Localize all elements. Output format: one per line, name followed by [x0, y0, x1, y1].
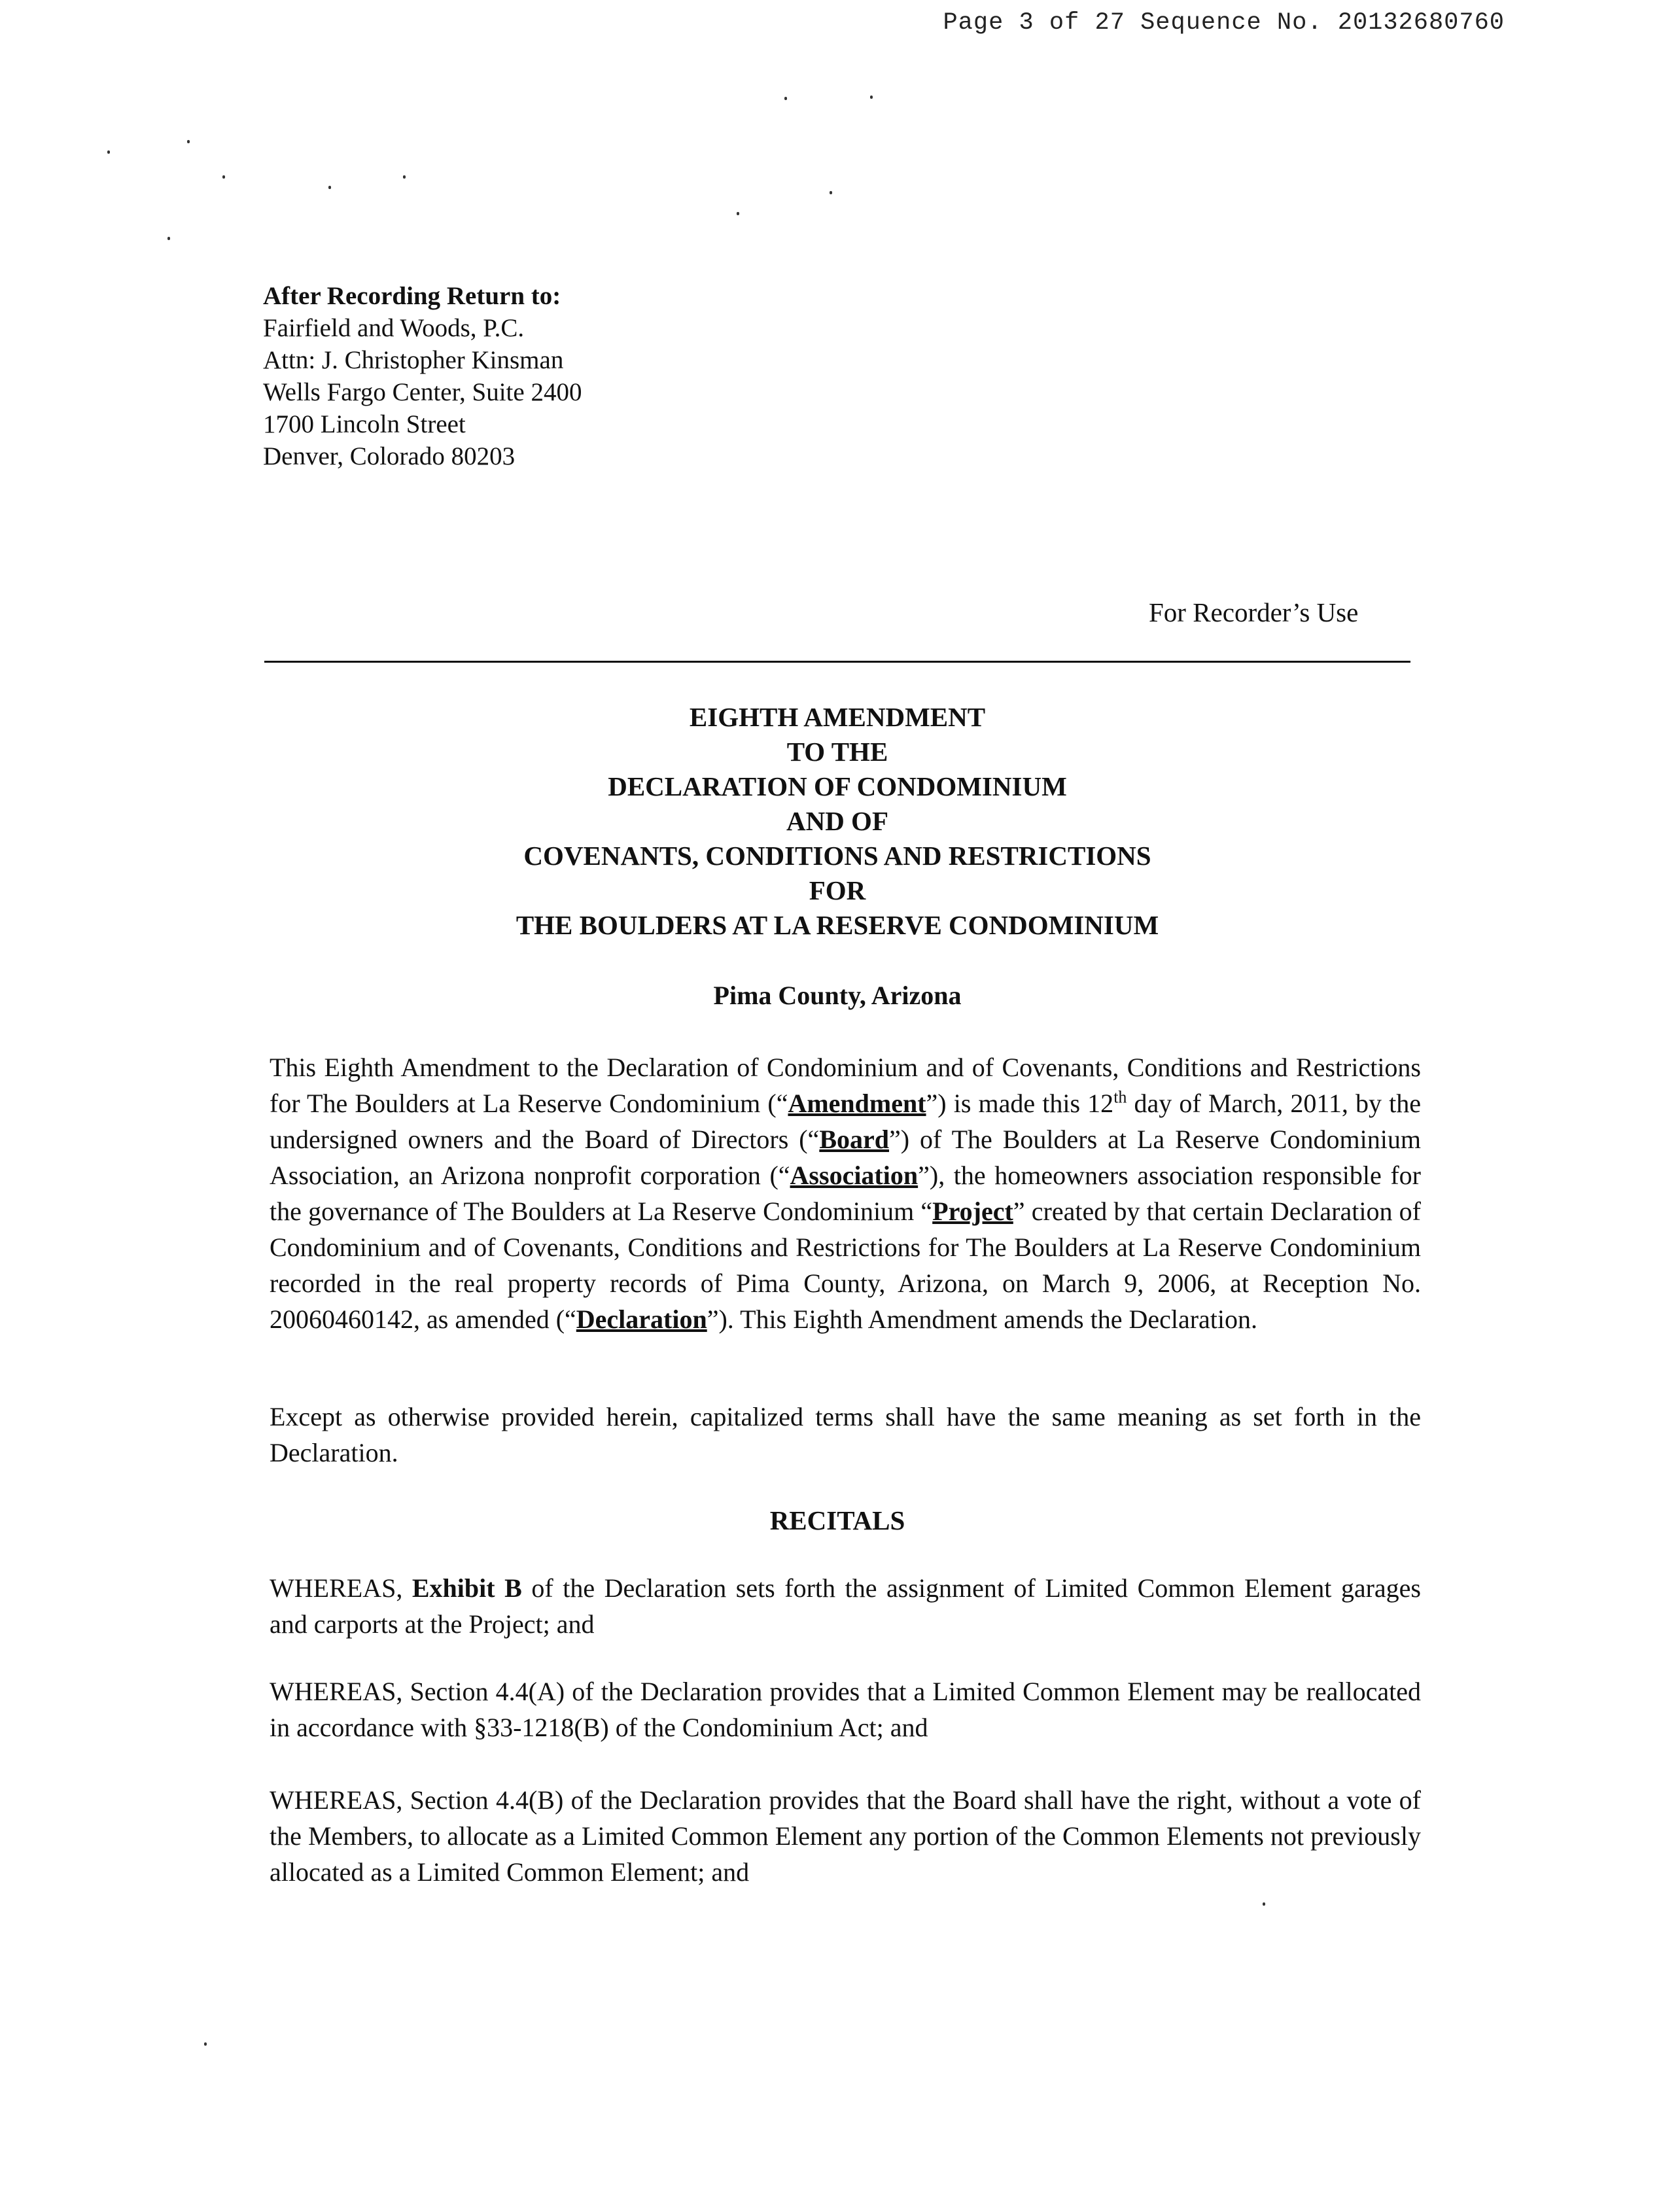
scan-speck: [737, 212, 739, 215]
scan-speck: [1263, 1902, 1265, 1906]
return-heading: After Recording Return to:: [263, 282, 561, 310]
return-address-block: [263, 280, 582, 472]
whereas-section-4-4a-paragraph: WHEREAS, Section 4.4(A) of the Declaration provides that a Limited Common Element may be reallocated in accordance with §33-1218(B) of the Condominium Act; and: [270, 1677, 1421, 1742]
return-line: Fairfield and Woods, P.C.: [263, 314, 525, 342]
county-heading: Pima County, Arizona: [713, 981, 962, 1010]
return-line: Attn: J. Christopher Kinsman: [263, 346, 564, 374]
title-line: FOR: [809, 875, 866, 905]
title-line: DECLARATION OF CONDOMINIUM: [608, 771, 1067, 801]
scan-speck: [167, 237, 170, 240]
intro-paragraph: This Eighth Amendment to the Declaration of Condominium and of Covenants, Conditions and Restrictions for The Boulders at La Reserve Condominium (“Amendment”) is made this 12th day of March, 2011, by the undersigned owners and the Board of Directors (“Board”) of The Boulders at La Reserve Condominium Association, an Arizona nonprofit corporation (“Association”), the homeowners association responsible for the governance of The Boulders at La Reserve Condominium “Project” created by that certain Declaration of Condominium and of Covenants, Conditions and Restrictions for The Boulders at La Reserve Condominium recorded in the real property records of Pima County, Arizona, on March 9, 2006, at Reception No. 20060460142, as amended (“Declaration”). This Eighth Amendment amends the Declaration.: [270, 1053, 1421, 1334]
scan-speck: [870, 96, 873, 99]
whereas-exhibit-b-paragraph: WHEREAS, Exhibit B of the Declaration sets forth the assignment of Limited Common Element garages and carports at the Project; and: [270, 1573, 1421, 1639]
scan-speck: [784, 97, 787, 100]
title-line: EIGHTH AMENDMENT: [689, 702, 986, 732]
return-line: 1700 Lincoln Street: [263, 410, 466, 438]
title-line: TO THE: [786, 737, 888, 767]
scan-speck: [204, 2042, 207, 2046]
recitals-heading: RECITALS: [769, 1505, 905, 1535]
return-line: Denver, Colorado 80203: [263, 442, 516, 470]
recorder-divider-line: [264, 661, 1410, 663]
defined-term-association: Association: [790, 1161, 919, 1190]
title-line: AND OF: [786, 806, 888, 836]
defined-term-project: Project: [932, 1197, 1013, 1226]
scan-speck: [830, 191, 832, 194]
document-title: [264, 700, 1410, 943]
defined-term-board: Board: [819, 1125, 889, 1154]
fax-page-header: Page 3 of 27 Sequence No. 20132680760: [943, 9, 1505, 37]
recorders-use-label: For Recorder’s Use: [1149, 597, 1359, 627]
scan-speck: [328, 186, 331, 189]
title-line: COVENANTS, CONDITIONS AND RESTRICTIONS: [523, 841, 1151, 871]
whereas-section-4-4b-paragraph: WHEREAS, Section 4.4(B) of the Declaration provides that the Board shall have the right, without a vote of the Members, to allocate as a Limited Common Element any portion of the Common Elements not previously allocated as a Limited Common Element; and: [270, 1785, 1421, 1887]
scan-speck: [187, 140, 190, 143]
scan-speck: [107, 150, 110, 154]
defined-term-amendment: Amendment: [788, 1089, 926, 1118]
capitalized-terms-paragraph: Except as otherwise provided herein, capitalized terms shall have the same meaning as set forth in the Declaration.: [270, 1402, 1421, 1467]
exhibit-b-reference: Exhibit B: [411, 1573, 522, 1603]
defined-term-declaration: Declaration: [576, 1304, 707, 1334]
return-line: Wells Fargo Center, Suite 2400: [263, 378, 582, 406]
scan-speck: [222, 175, 225, 179]
scan-speck: [403, 175, 406, 179]
title-line: THE BOULDERS AT LA RESERVE CONDOMINIUM: [516, 910, 1159, 940]
